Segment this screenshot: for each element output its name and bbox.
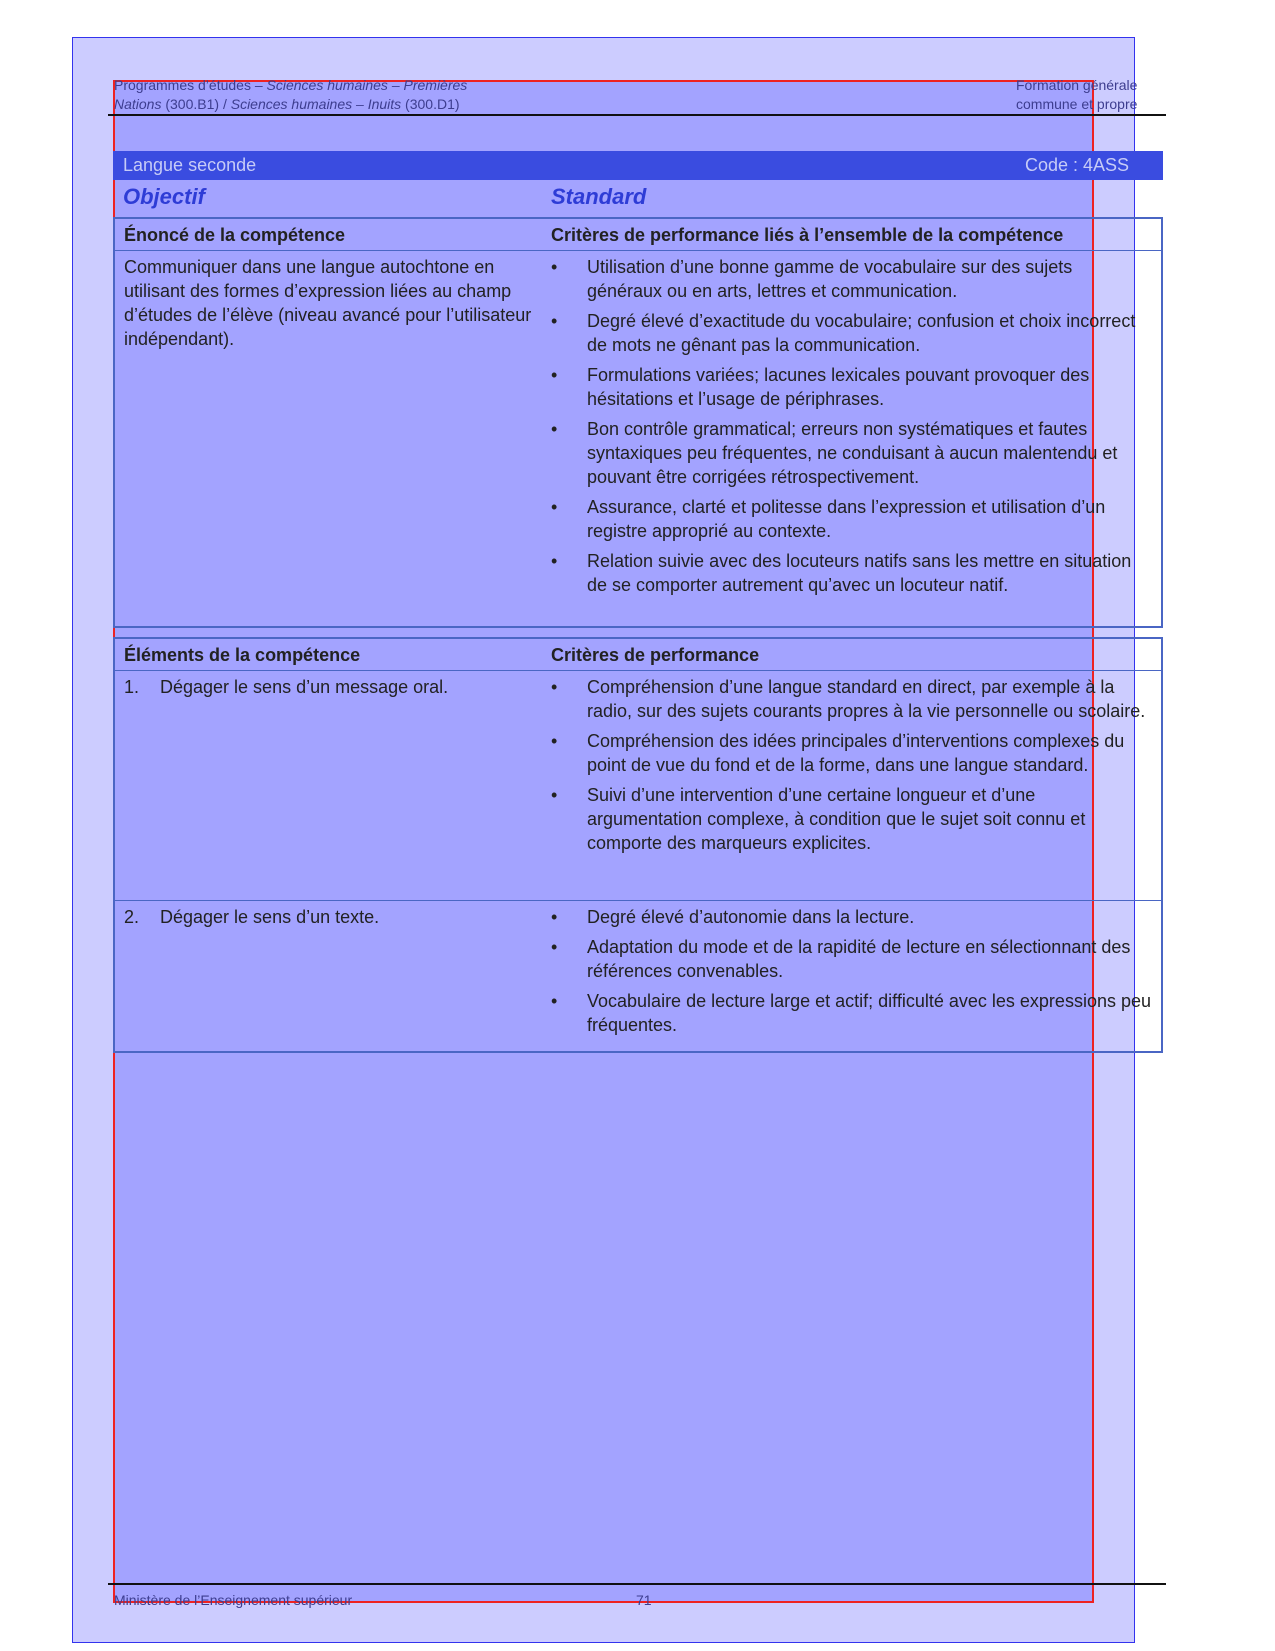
criterion-text: Adaptation du mode et de la rapidité de lecture en sélectionnant des références convenables.	[587, 937, 1131, 981]
criterion-item	[551, 675, 1151, 723]
criterion-item	[551, 935, 1151, 983]
criterion-item	[551, 905, 1151, 929]
element-2-criteria	[551, 905, 1151, 1043]
course-banner	[113, 151, 1163, 180]
overall-criteria-header: Critères de performance liés à l’ensemble de la compétence	[551, 225, 1064, 245]
standard-label: Standard	[551, 184, 647, 209]
statement-header: Énoncé de la compétence	[124, 225, 346, 245]
bullet-icon: •	[551, 785, 558, 805]
criterion-text: Degré élevé d’autonomie dans la lecture.	[587, 907, 915, 927]
bullet-icon: •	[551, 731, 558, 751]
bullet-icon: •	[551, 991, 558, 1011]
criterion-text: Degré élevé d’exactitude du vocabulaire; confusion et choix incorrect de mots ne gênant pas la communication.	[587, 311, 1136, 355]
header-right-line-2: commune et propre	[1016, 96, 1138, 112]
element-1-criteria	[551, 675, 1151, 861]
header-divider	[115, 670, 1161, 671]
course-title: Langue seconde	[123, 155, 257, 175]
criterion-item	[551, 417, 1151, 489]
criterion-text: Vocabulaire de lecture large et actif; difficulté avec les expressions peu fréquentes.	[587, 991, 1151, 1035]
running-header-left	[114, 76, 714, 114]
competency-statement-table	[113, 217, 1163, 628]
element-1: 1. Dégager le sens d’un message oral.	[124, 677, 449, 697]
criterion-item	[551, 255, 1151, 303]
criterion-item	[551, 989, 1151, 1037]
course-code: Code : 4ASS	[1025, 155, 1130, 175]
bullet-icon: •	[551, 419, 558, 439]
elements-header: Éléments de la compétence	[124, 645, 361, 665]
bullet-icon: •	[551, 551, 558, 571]
page-number: 71	[636, 1592, 652, 1608]
criterion-text: Assurance, clarté et politesse dans l’expression et utilisation d’un registre approprié au contexte.	[587, 497, 1106, 541]
criterion-item	[551, 495, 1151, 543]
criteria-header: Critères de performance	[551, 645, 760, 665]
bullet-icon: •	[551, 937, 558, 957]
element-2: 2. Dégager le sens d’un texte.	[124, 907, 380, 927]
criterion-text: Formulations variées; lacunes lexicales pouvant provoquer des hésitations et l’usage de périphrases.	[587, 365, 1090, 409]
bullet-icon: •	[551, 497, 558, 517]
bullet-icon: •	[551, 677, 558, 697]
criterion-text: Utilisation d’une bonne gamme de vocabulaire sur des sujets généraux ou en arts, lettres et communication.	[587, 257, 1073, 301]
row-divider	[115, 900, 1161, 901]
running-header-right	[1016, 76, 1166, 114]
criterion-text: Relation suivie avec des locuteurs natifs sans les mettre en situation de se comporter autrement qu’avec un locuteur natif.	[587, 551, 1132, 595]
criterion-item	[551, 549, 1151, 597]
criterion-item	[551, 783, 1151, 855]
bullet-icon: •	[551, 257, 558, 277]
criterion-item	[551, 363, 1151, 411]
overall-criteria-list	[551, 255, 1151, 603]
criterion-text: Compréhension d’une langue standard en direct, par exemple à la radio, sur des sujets courants propres à la vie personnelle ou scolaire.	[587, 677, 1146, 721]
criterion-text: Compréhension des idées principales d’interventions complexes du point de vue du fond et de la forme, dans une langue standard.	[587, 731, 1125, 775]
bullet-icon: •	[551, 311, 558, 331]
header-divider	[115, 250, 1161, 251]
bullet-icon: •	[551, 907, 558, 927]
criterion-item	[551, 729, 1151, 777]
criterion-item	[551, 309, 1151, 357]
criterion-text: Suivi d’une intervention d’une certaine longueur et d’une argumentation complexe, à condition que le sujet soit connu et comporte des marqueurs explicites.	[587, 785, 1086, 853]
competency-elements-table	[113, 637, 1163, 1053]
competency-statement: Communiquer dans une langue autochtone en utilisant des formes d’expression liées au champ d’études de l’élève (niveau avancé pour l’utilisateur indépendant).	[124, 257, 532, 349]
criterion-text: Bon contrôle grammatical; erreurs non systématiques et fautes syntaxiques peu fréquentes, ne conduisant à aucun malentendu et pouvant être corrigées rétrospectivement.	[587, 419, 1118, 487]
footer-publisher: Ministère de l’Enseignement supérieur	[114, 1592, 353, 1608]
header-line-1: Programmes d’études – Sciences humaines – Premières	[114, 77, 468, 93]
bullet-icon: •	[551, 365, 558, 385]
objective-label: Objectif	[123, 184, 205, 209]
header-right-line-1: Formation générale	[1016, 77, 1138, 93]
header-line-2: Nations (300.B1) / Sciences humaines – Inuits (300.D1)	[114, 96, 460, 112]
